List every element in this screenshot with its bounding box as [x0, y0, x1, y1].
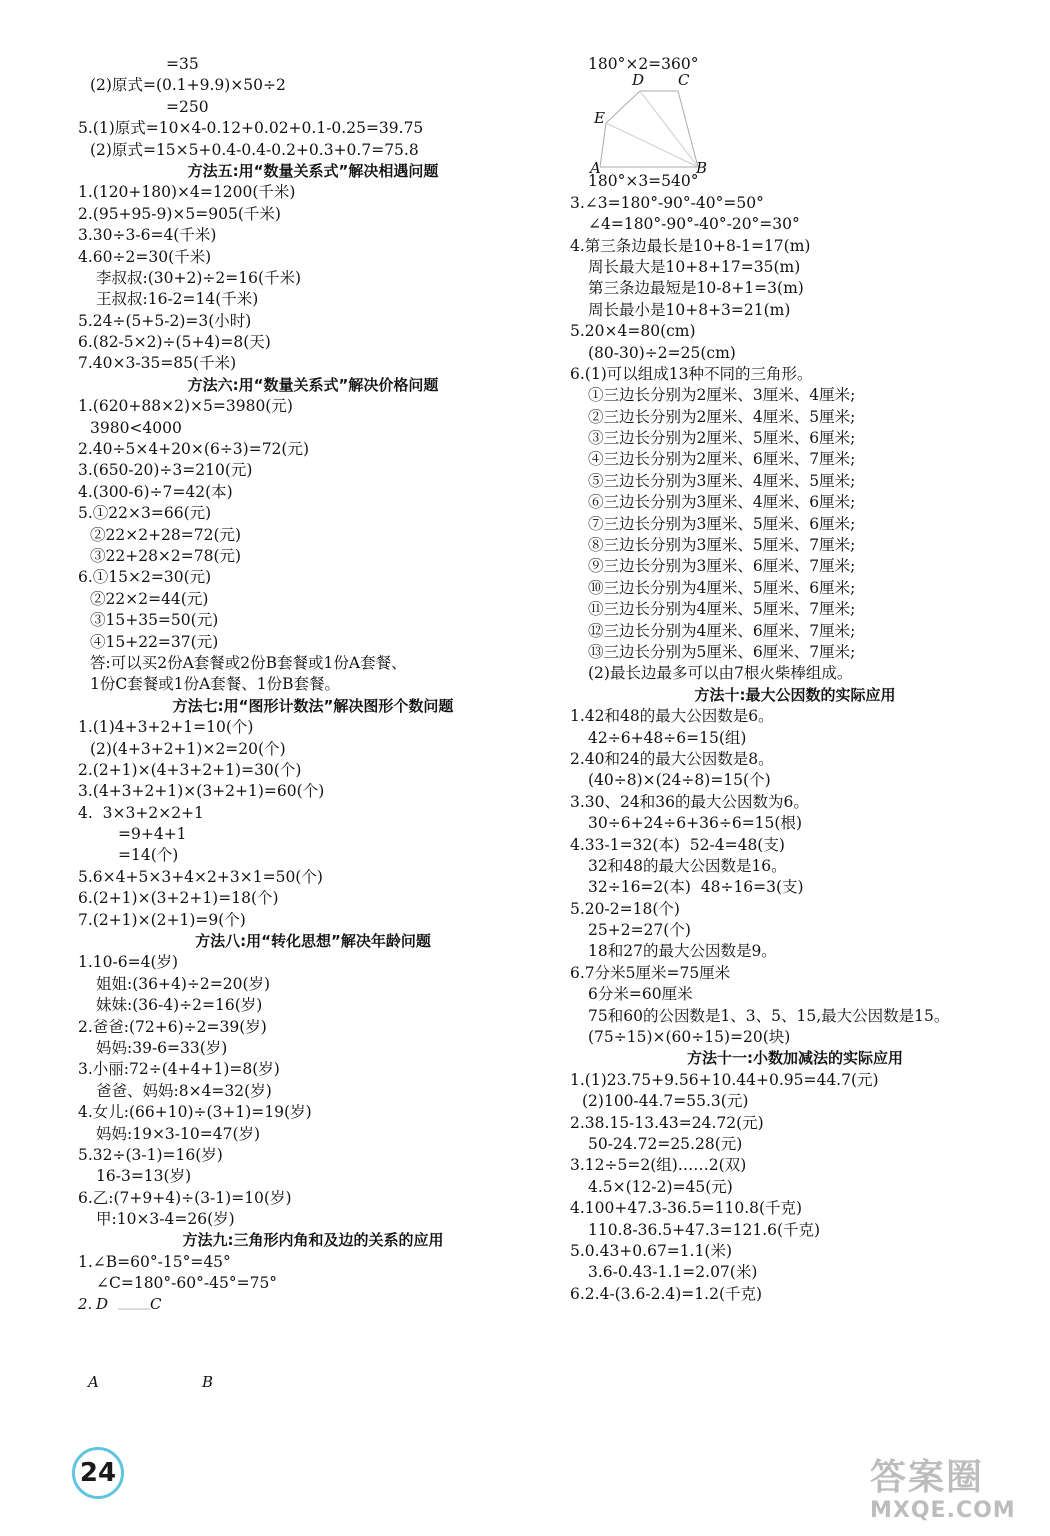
section-heading: 方法七:用“图形计数法”解决图形个数问题	[172, 696, 454, 715]
text-line: 5.6×4+5×3+4×2+3×1=50(个)	[78, 867, 323, 886]
text-line: 1.42和48的最大公因数是6。	[570, 707, 774, 726]
text-line: 答:可以买2份A套餐或2份B套餐或1份A套餐、	[90, 653, 407, 672]
text-line: 18和27的最大公因数是9。	[588, 942, 777, 961]
text-line: 1.∠B=60°-15°=45°	[78, 1252, 231, 1271]
text-line: 妈妈:19×3-10=47(岁)	[96, 1124, 261, 1143]
text-line: ③22+28×2=78(元)	[90, 546, 242, 565]
text-line: 5.20-2=18(个)	[570, 899, 680, 918]
text-line: ①三边长分别为2厘米、3厘米、4厘米;	[588, 386, 856, 405]
text-line: 4.5×(12-2)=45(元)	[588, 1177, 733, 1196]
figure-edge	[606, 91, 640, 123]
text-line: 2.40÷5×4+20×(6÷3)=72(元)	[78, 440, 310, 459]
text-line: ⑧三边长分别为3厘米、5厘米、7厘米;	[588, 536, 856, 555]
text-line: 30÷6+24÷6+36÷6=15(根)	[588, 814, 802, 833]
text-line: 2.38.15-13.43=24.72(元)	[570, 1113, 764, 1132]
text-line: =35	[166, 55, 199, 73]
text-line: ②三边长分别为2厘米、4厘米、5厘米;	[588, 407, 856, 426]
vertex-label-d: D	[632, 71, 645, 90]
text-line: 6.7分米5厘米=75厘米	[570, 963, 731, 982]
text-line: 2.(2+1)×(4+3+2+1)=30(个)	[78, 760, 302, 779]
text-line: 3.(4+3+2+1)×(3+2+1)=60(个)	[78, 782, 325, 801]
section-heading: 方法五:用“数量关系式”解决相遇问题	[187, 161, 439, 180]
text-line: 5.32÷(3-1)=16(岁)	[78, 1145, 223, 1164]
text-line: 1.(620+88×2)×5=3980(元)	[78, 397, 293, 416]
text-line: 4.100+47.3-36.5=110.8(千克)	[570, 1199, 803, 1218]
text-line: 3.∠3=180°-90°-40°=50°	[570, 193, 764, 212]
text-line: 1.(120+180)×4=1200(千米)	[78, 183, 296, 202]
quadrilateral-figure	[78, 1295, 548, 1405]
vertex-label-c: C	[150, 1294, 162, 1313]
text-line: 75和60的公因数是1、3、5、15,最大公因数是15。	[588, 1006, 950, 1025]
text-line: 3.30÷3-6=4(千米)	[78, 226, 217, 245]
text-line: 姐姐:(36+4)÷2=20(岁)	[96, 974, 271, 993]
text-line: 4.(300-6)÷7=42(本)	[78, 482, 233, 501]
text-line: 3.30、24和36的最大公因数为6。	[570, 792, 809, 811]
text-line: ③三边长分别为2厘米、5厘米、6厘米;	[588, 429, 856, 448]
figure-diagonal	[606, 123, 698, 167]
text-line: ④15+22=37(元)	[90, 632, 219, 651]
left-column	[78, 54, 548, 1405]
text-line: 2.爸爸:(72+6)÷2=39(岁)	[78, 1017, 267, 1036]
text-line: 6.(1)可以组成13种不同的三角形。	[570, 364, 813, 383]
text-line: 周长最小是10+8+3=21(m)	[588, 300, 791, 319]
section-heading: 方法八:用“转化思想”解决年龄问题	[195, 932, 431, 951]
text-line: ②22×2=44(元)	[90, 589, 209, 608]
text-line: ⑩三边长分别为4厘米、5厘米、6厘米;	[588, 578, 856, 597]
text-line: ⑥三边长分别为3厘米、4厘米、6厘米;	[588, 493, 856, 512]
text-line: =9+4+1	[118, 825, 187, 844]
text-line: 5.20×4=80(cm)	[570, 322, 696, 341]
text-line: 6.乙:(7+9+4)÷(3-1)=10(岁)	[78, 1188, 292, 1207]
watermark-logo	[870, 1458, 1030, 1528]
text-line: 6.(82-5×2)÷(5+4)=8(天)	[78, 333, 271, 352]
text-line: =250	[166, 97, 209, 116]
text-line: ②22×2+28=72(元)	[90, 525, 242, 544]
text-line: 6分米=60厘米	[588, 985, 693, 1004]
text-line: 5.(1)原式=10×4-0.12+0.02+0.1-0.25=39.75	[78, 119, 424, 138]
text-line: 4. 3×3+2×2+1	[78, 803, 204, 822]
text-line: ∠C=180°-60°-45°=75°	[96, 1274, 278, 1293]
section-heading: 方法九:三角形内角和及边的关系的应用	[182, 1231, 444, 1250]
text-line: 42÷6+48÷6=15(组)	[588, 728, 747, 747]
text-line: 妈妈:39-6=33(岁)	[96, 1038, 228, 1057]
text-line: ⑬三边长分别为5厘米、6厘米、7厘米;	[588, 642, 856, 661]
text-line: (40÷8)×(24÷8)=15(个)	[588, 771, 771, 790]
text-line: 3.6-0.43-1.1=2.07(米)	[588, 1263, 758, 1282]
text-line: 3.小丽:72÷(4+4+1)=8(岁)	[78, 1060, 280, 1079]
text-line: 6.①15×2=30(元)	[78, 568, 212, 587]
text-line: 7.40×3-35=85(千米)	[78, 354, 237, 373]
text-line: 4.女儿:(66+10)÷(3+1)=19(岁)	[78, 1103, 312, 1122]
watermark-url: MXQE.COM	[870, 1498, 1016, 1523]
vertex-label-b: B	[202, 1372, 214, 1391]
text-line: 3.(650-20)÷3=210(元)	[78, 461, 253, 480]
text-line: (2)原式=(0.1+9.9)×50÷2	[90, 76, 286, 95]
vertex-label-c: C	[678, 71, 690, 90]
section-heading: 方法十:最大公因数的实际应用	[694, 685, 896, 704]
text-line: 6.2.4-(3.6-2.4)=1.2(千克)	[570, 1284, 763, 1303]
text-line: ⑪三边长分别为4厘米、5厘米、7厘米;	[588, 600, 856, 619]
text-line: ⑦三边长分别为3厘米、5厘米、6厘米;	[588, 514, 856, 533]
text-line: (80-30)÷2=25(cm)	[588, 343, 736, 362]
text-line: 1.(1)4+3+2+1=10(个)	[78, 718, 254, 737]
vertex-label-d: D	[96, 1294, 109, 1313]
text-line: 2.40和24的最大公因数是8。	[570, 749, 774, 768]
text-line: 王叔叔:16-2=14(千米)	[96, 290, 259, 309]
watermark-text: 答案圈	[870, 1457, 985, 1498]
text-line: 4.第三条边最长是10+8-1=17(m)	[570, 236, 811, 255]
text-line: 180°×2=360°	[588, 55, 699, 73]
text-line: 16-3=13(岁)	[96, 1167, 192, 1186]
text-line: 110.8-36.5+47.3=121.6(千克)	[588, 1220, 821, 1239]
text-line: =14(个)	[118, 846, 179, 865]
pentagon-figure	[570, 71, 1020, 178]
right-column	[570, 54, 1020, 1305]
section-heading: 方法六:用“数量关系式”解决价格问题	[187, 375, 439, 394]
figure-diagonal	[640, 91, 698, 167]
text-line: 3.12÷5=2(组)……2(双)	[570, 1156, 747, 1175]
text-line: 5.24÷(5+5-2)=3(小时)	[78, 311, 252, 330]
text-line: 4.60÷2=30(千米)	[78, 247, 212, 266]
text-line: 32和48的最大公因数是16。	[588, 856, 787, 875]
vertex-label-a: A	[88, 1372, 99, 1391]
vertex-label-a: A	[590, 159, 601, 178]
text-line: (2)100-44.7=55.3(元)	[582, 1092, 749, 1111]
text-line: 爸爸、妈妈:8×4=32(岁)	[96, 1081, 272, 1100]
text-line: 李叔叔:(30+2)÷2=16(千米)	[96, 268, 302, 287]
text-line: 25+2=27(个)	[588, 921, 691, 940]
text-line: 5.①22×3=66(元)	[78, 504, 212, 523]
text-line: 1.10-6=4(岁)	[78, 953, 179, 972]
text-line: (2)原式=15×5+0.4-0.4-0.2+0.3+0.7=75.8	[90, 140, 419, 159]
text-line: (2)最长边最多可以由7根火柴棒组成。	[588, 664, 853, 683]
text-line: 180°×3=540°	[588, 172, 699, 191]
text-line: ④三边长分别为2厘米、6厘米、7厘米;	[588, 450, 856, 469]
text-line: 1.(1)23.75+9.56+10.44+0.95=44.7(元)	[570, 1070, 879, 1089]
section-heading: 方法十一:小数加减法的实际应用	[686, 1049, 903, 1068]
vertex-label-b: B	[696, 159, 708, 178]
text-line: 32÷16=2(本) 48÷16=3(支)	[588, 878, 804, 897]
text-line: 5.0.43+0.67=1.1(米)	[570, 1241, 733, 1260]
text-line: 甲:10×3-4=26(岁)	[96, 1210, 235, 1229]
text-line: ③15+35=50(元)	[90, 611, 219, 630]
text-line: ⑫三边长分别为4厘米、6厘米、7厘米;	[588, 621, 856, 640]
text-line: 3980<4000	[90, 418, 182, 437]
text-line: 50-24.72=25.28(元)	[588, 1134, 743, 1153]
text-line: ⑨三边长分别为3厘米、6厘米、7厘米;	[588, 557, 856, 576]
text-line: 4.33-1=32(本) 52-4=48(支)	[570, 835, 785, 854]
text-line: 7.(2+1)×(2+1)=9(个)	[78, 910, 246, 929]
text-line: 周长最大是10+8+17=35(m)	[588, 257, 801, 276]
text-line: ∠4=180°-90°-40°-20°=30°	[588, 215, 800, 234]
text-line: (75÷15)×(60÷15)=20(块)	[588, 1028, 791, 1047]
page-number: 24	[72, 1447, 124, 1499]
text-line: 第三条边最短是10-8+1=3(m)	[588, 279, 804, 298]
text-line: (2)(4+3+2+1)×2=20(个)	[90, 739, 286, 758]
text-line: 6.(2+1)×(3+2+1)=18(个)	[78, 889, 279, 908]
text-line: 妹妹:(36-4)÷2=16(岁)	[96, 996, 263, 1015]
text-line: 1份C套餐或1份A套餐、1份B套餐。	[90, 675, 341, 694]
text-line: ⑤三边长分别为3厘米、4厘米、5厘米;	[588, 471, 856, 490]
question-number: 2.	[78, 1294, 93, 1313]
text-line: 2.(95+95-9)×5=905(千米)	[78, 204, 281, 223]
figure-edge	[678, 91, 698, 167]
vertex-label-e: E	[594, 109, 605, 128]
